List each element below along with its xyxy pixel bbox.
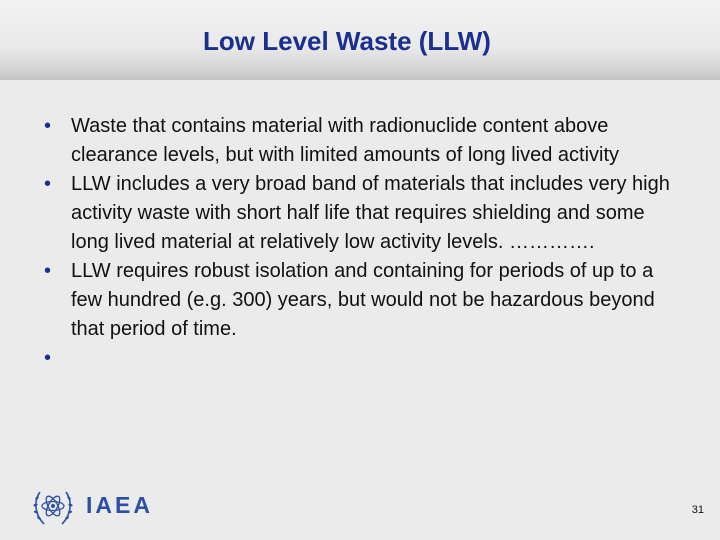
bullet-item (44, 112, 684, 170)
bullet-item (44, 170, 684, 257)
slide-header (0, 0, 720, 80)
slide-title: Low Level Waste (LLW) (203, 26, 491, 56)
page-number: 31 (691, 504, 704, 516)
bullet-marker: • (44, 347, 52, 369)
bullet-list (44, 112, 684, 373)
bullet-marker: • (44, 173, 52, 195)
bullet-text: LLW includes a very broad band of materials that includes very high activity waste with short half life that requires shielding and some long lived material at relatively low activity levels. …………. (71, 173, 670, 253)
iaea-emblem-icon (30, 484, 76, 530)
bullet-text: LLW requires robust isolation and containing for periods of up to a few hundred (e.g. 300) years, but would not be hazardous beyond that period of time. (71, 260, 655, 340)
bullet-item (44, 257, 684, 344)
iaea-brand-text: IAEA (86, 492, 153, 518)
bullet-item-empty (44, 344, 684, 373)
bullet-marker: • (44, 260, 52, 282)
bullet-marker: • (44, 115, 52, 137)
bullet-text: Waste that contains material with radionuclide content above clearance levels, but with limited amounts of long lived activity (71, 115, 620, 166)
